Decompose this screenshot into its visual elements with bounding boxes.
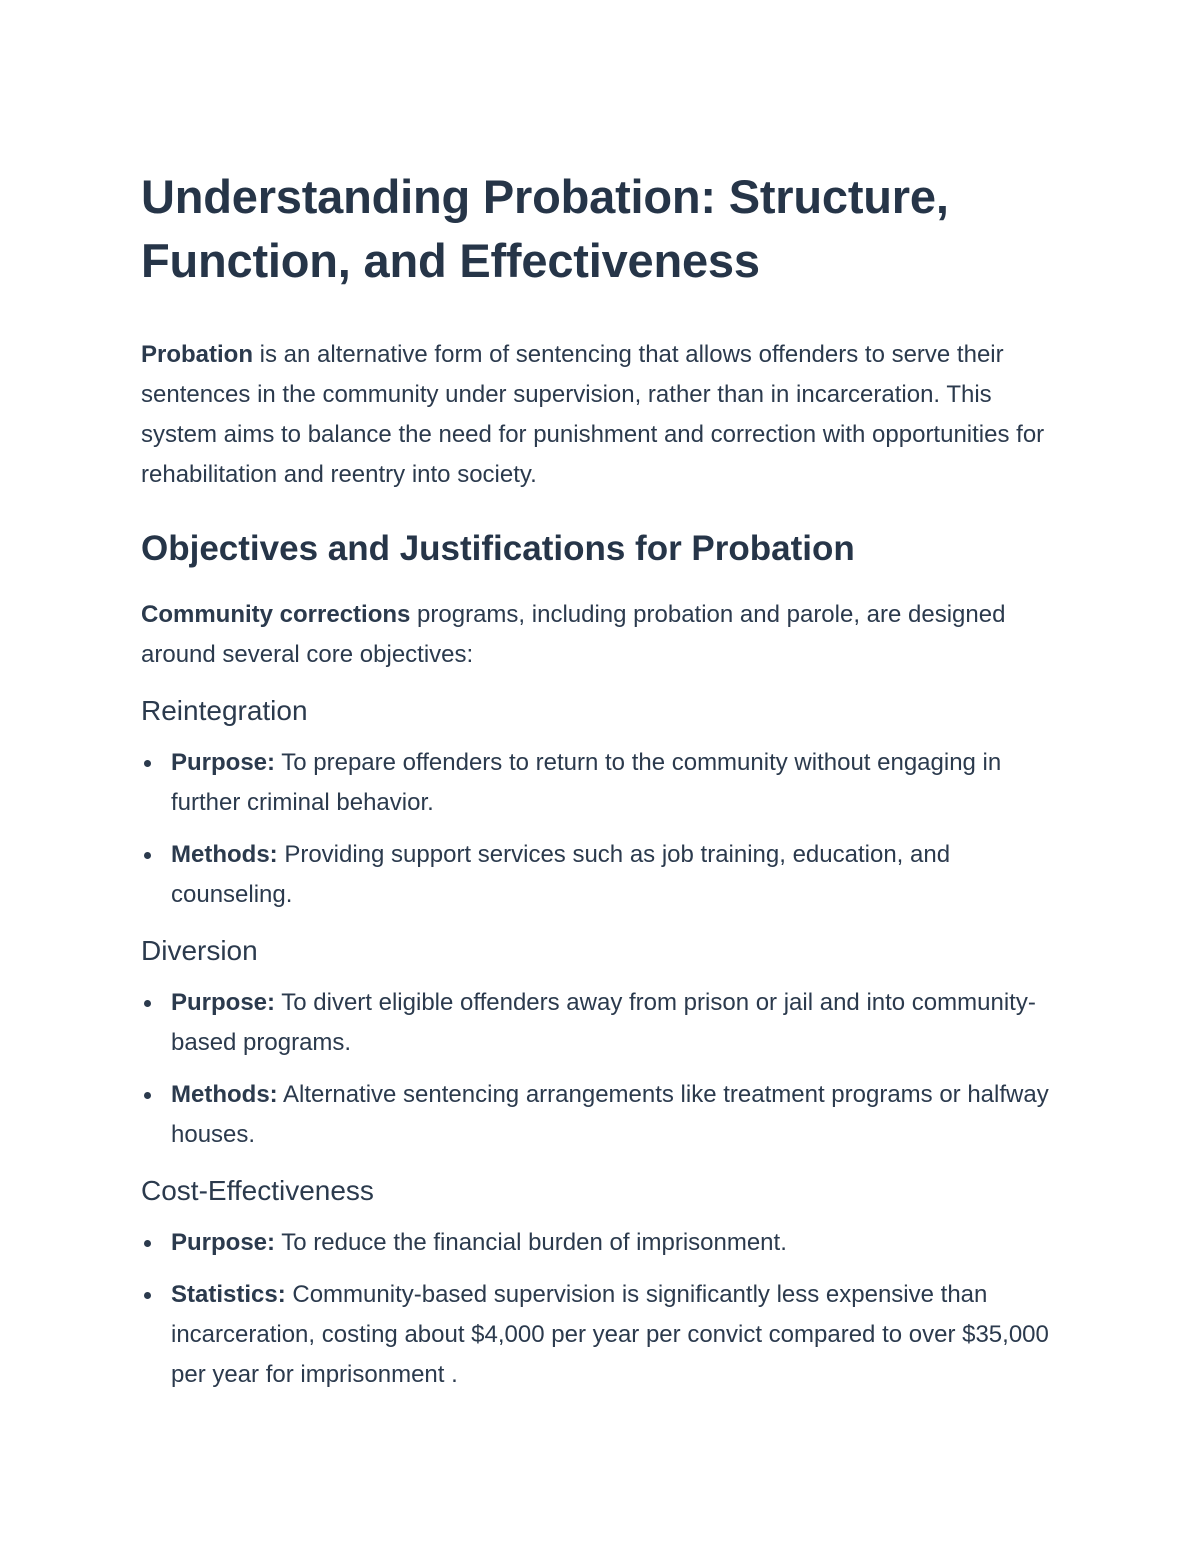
intro-term: Probation: [141, 341, 253, 368]
diversion-list: [141, 983, 1061, 1155]
reintegration-list: [141, 743, 1061, 915]
section-heading: Objectives and Justifications for Probation: [141, 529, 855, 568]
list-item: [141, 835, 1061, 915]
subsection-heading-diversion: Diversion: [141, 935, 258, 966]
intro-paragraph: [141, 335, 1061, 495]
intro-text: is an alternative form of sentencing that allows offenders to serve their sentences in the community under supervision, rather than in incarceration. This system aims to balance the need for punishment and correction with opportunities for rehabilitation and reentry into society.: [141, 341, 1045, 488]
bullet-icon: [144, 1000, 151, 1007]
item-label: Purpose:: [171, 989, 276, 1016]
bullet-icon: [144, 760, 151, 767]
list-item: [141, 1275, 1061, 1395]
section-lead-paragraph: [141, 595, 1061, 675]
item-label: Statistics:: [171, 1281, 286, 1308]
item-label: Purpose:: [171, 1229, 276, 1256]
subsection-heading-cost-effectiveness: Cost-Effectiveness: [141, 1175, 374, 1206]
item-label: Methods:: [171, 841, 278, 868]
list-item: [141, 983, 1061, 1063]
item-text: To prepare offenders to return to the community without engaging in further criminal behavior.: [171, 749, 1002, 816]
item-text: To reduce the financial burden of imprisonment.: [275, 1229, 787, 1256]
bullet-icon: [144, 1092, 151, 1099]
item-text: To divert eligible offenders away from prison or jail and into community-based programs.: [171, 989, 1036, 1056]
item-label: Methods:: [171, 1081, 278, 1108]
item-text: Community-based supervision is significantly less expensive than incarceration, costing about $4,000 per year per convict compared to over $35,000 per year for imprisonment .: [171, 1281, 1049, 1388]
cost-effectiveness-list: [141, 1223, 1061, 1395]
bullet-icon: [144, 1240, 151, 1247]
lead-text: programs, including probation and parole, are designed around several core objectives:: [141, 601, 1006, 668]
lead-term: Community corrections: [141, 601, 411, 628]
document-page: [141, 165, 1061, 1395]
item-label: Purpose:: [171, 749, 276, 776]
list-item: [141, 743, 1061, 823]
item-text: Providing support services such as job training, education, and counseling.: [171, 841, 951, 908]
subsection-heading-reintegration: Reintegration: [141, 695, 308, 726]
list-item: [141, 1075, 1061, 1155]
bullet-icon: [144, 1292, 151, 1299]
bullet-icon: [144, 852, 151, 859]
page-title: Understanding Probation: Structure, Function, and Effectiveness: [141, 170, 949, 287]
item-text: Alternative sentencing arrangements like treatment programs or halfway houses.: [171, 1081, 1049, 1148]
list-item: [141, 1223, 1061, 1263]
